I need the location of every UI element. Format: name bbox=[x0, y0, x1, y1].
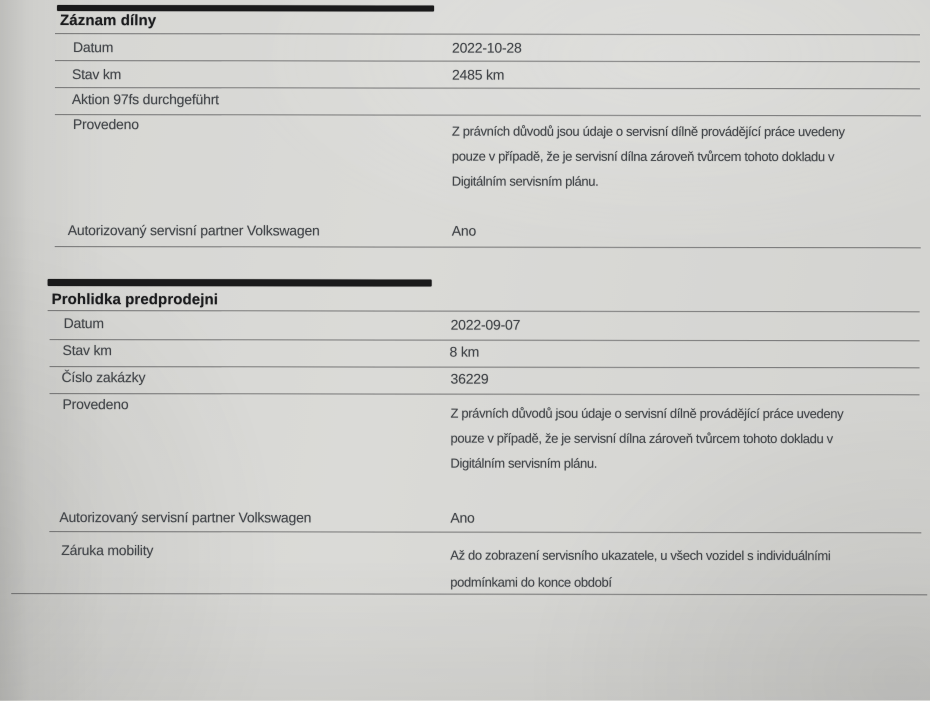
row-label: Datum bbox=[72, 39, 114, 56]
row-label: Autorizovaný servisní partner Volkswagen bbox=[67, 222, 320, 239]
row-value-paragraph bbox=[450, 401, 843, 477]
row-label: Aktion 97fs durchgeführt bbox=[71, 91, 219, 108]
row-label: Autorizovaný servisní partner Volkswagen bbox=[59, 509, 312, 526]
row-label: Stav km bbox=[71, 66, 122, 83]
row-value-paragraph bbox=[450, 542, 830, 597]
row-divider bbox=[48, 310, 920, 312]
row-divider bbox=[55, 60, 920, 62]
row-value: 2022-10-28 bbox=[451, 39, 522, 56]
row-label: Číslo zakázky bbox=[61, 369, 146, 386]
paragraph-line: podmínkami do konce období bbox=[450, 574, 612, 590]
row-label: Provedeno bbox=[62, 396, 129, 413]
paragraph-line: pouze v případě, že je servisní dílna zároveň tvůrcem tohoto dokladu v bbox=[450, 430, 833, 447]
row-value: Ano bbox=[451, 222, 477, 239]
row-value: 2485 km bbox=[451, 66, 505, 83]
row-divider bbox=[55, 114, 921, 116]
paragraph-line: Z právních důvodů jsou údaje o servisní dílně provádějící práce uvedeny bbox=[451, 123, 845, 140]
paragraph-line: Digitálním servisním plánu. bbox=[451, 173, 599, 189]
row-value: 36229 bbox=[450, 370, 489, 387]
row-divider bbox=[50, 393, 920, 395]
row-divider bbox=[49, 531, 921, 533]
row-divider bbox=[55, 33, 920, 35]
row-value: Ano bbox=[450, 509, 475, 526]
section-title: Prohlidka predprodejni bbox=[51, 291, 219, 309]
row-label: Provedeno bbox=[72, 116, 139, 133]
section-heading-bar bbox=[57, 5, 434, 12]
row-value: 8 km bbox=[449, 343, 480, 360]
paragraph-line: Až do zobrazení servisního ukazatele, u všech vozidel s individuálními bbox=[450, 547, 831, 564]
row-label: Záruka mobility bbox=[61, 542, 154, 559]
section-heading-bar bbox=[48, 279, 432, 287]
row-divider bbox=[55, 87, 920, 89]
row-value: 2022-09-07 bbox=[450, 316, 521, 333]
row-divider bbox=[50, 366, 920, 368]
section-title: Záznam dílny bbox=[60, 12, 157, 30]
paragraph-line: Z právních důvodů jsou údaje o servisní dílně provádějící práce uvedeny bbox=[450, 405, 844, 422]
row-label: Stav km bbox=[62, 342, 112, 359]
row-label: Datum bbox=[63, 315, 104, 332]
row-value-paragraph bbox=[452, 119, 845, 195]
paragraph-line: pouze v případě, že je servisní dílna zároveň tvůrcem tohoto dokladu v bbox=[451, 148, 835, 165]
paragraph-line: Digitálním servisním plánu. bbox=[450, 455, 598, 471]
row-divider bbox=[50, 339, 920, 341]
section-bottom-divider bbox=[55, 246, 921, 248]
